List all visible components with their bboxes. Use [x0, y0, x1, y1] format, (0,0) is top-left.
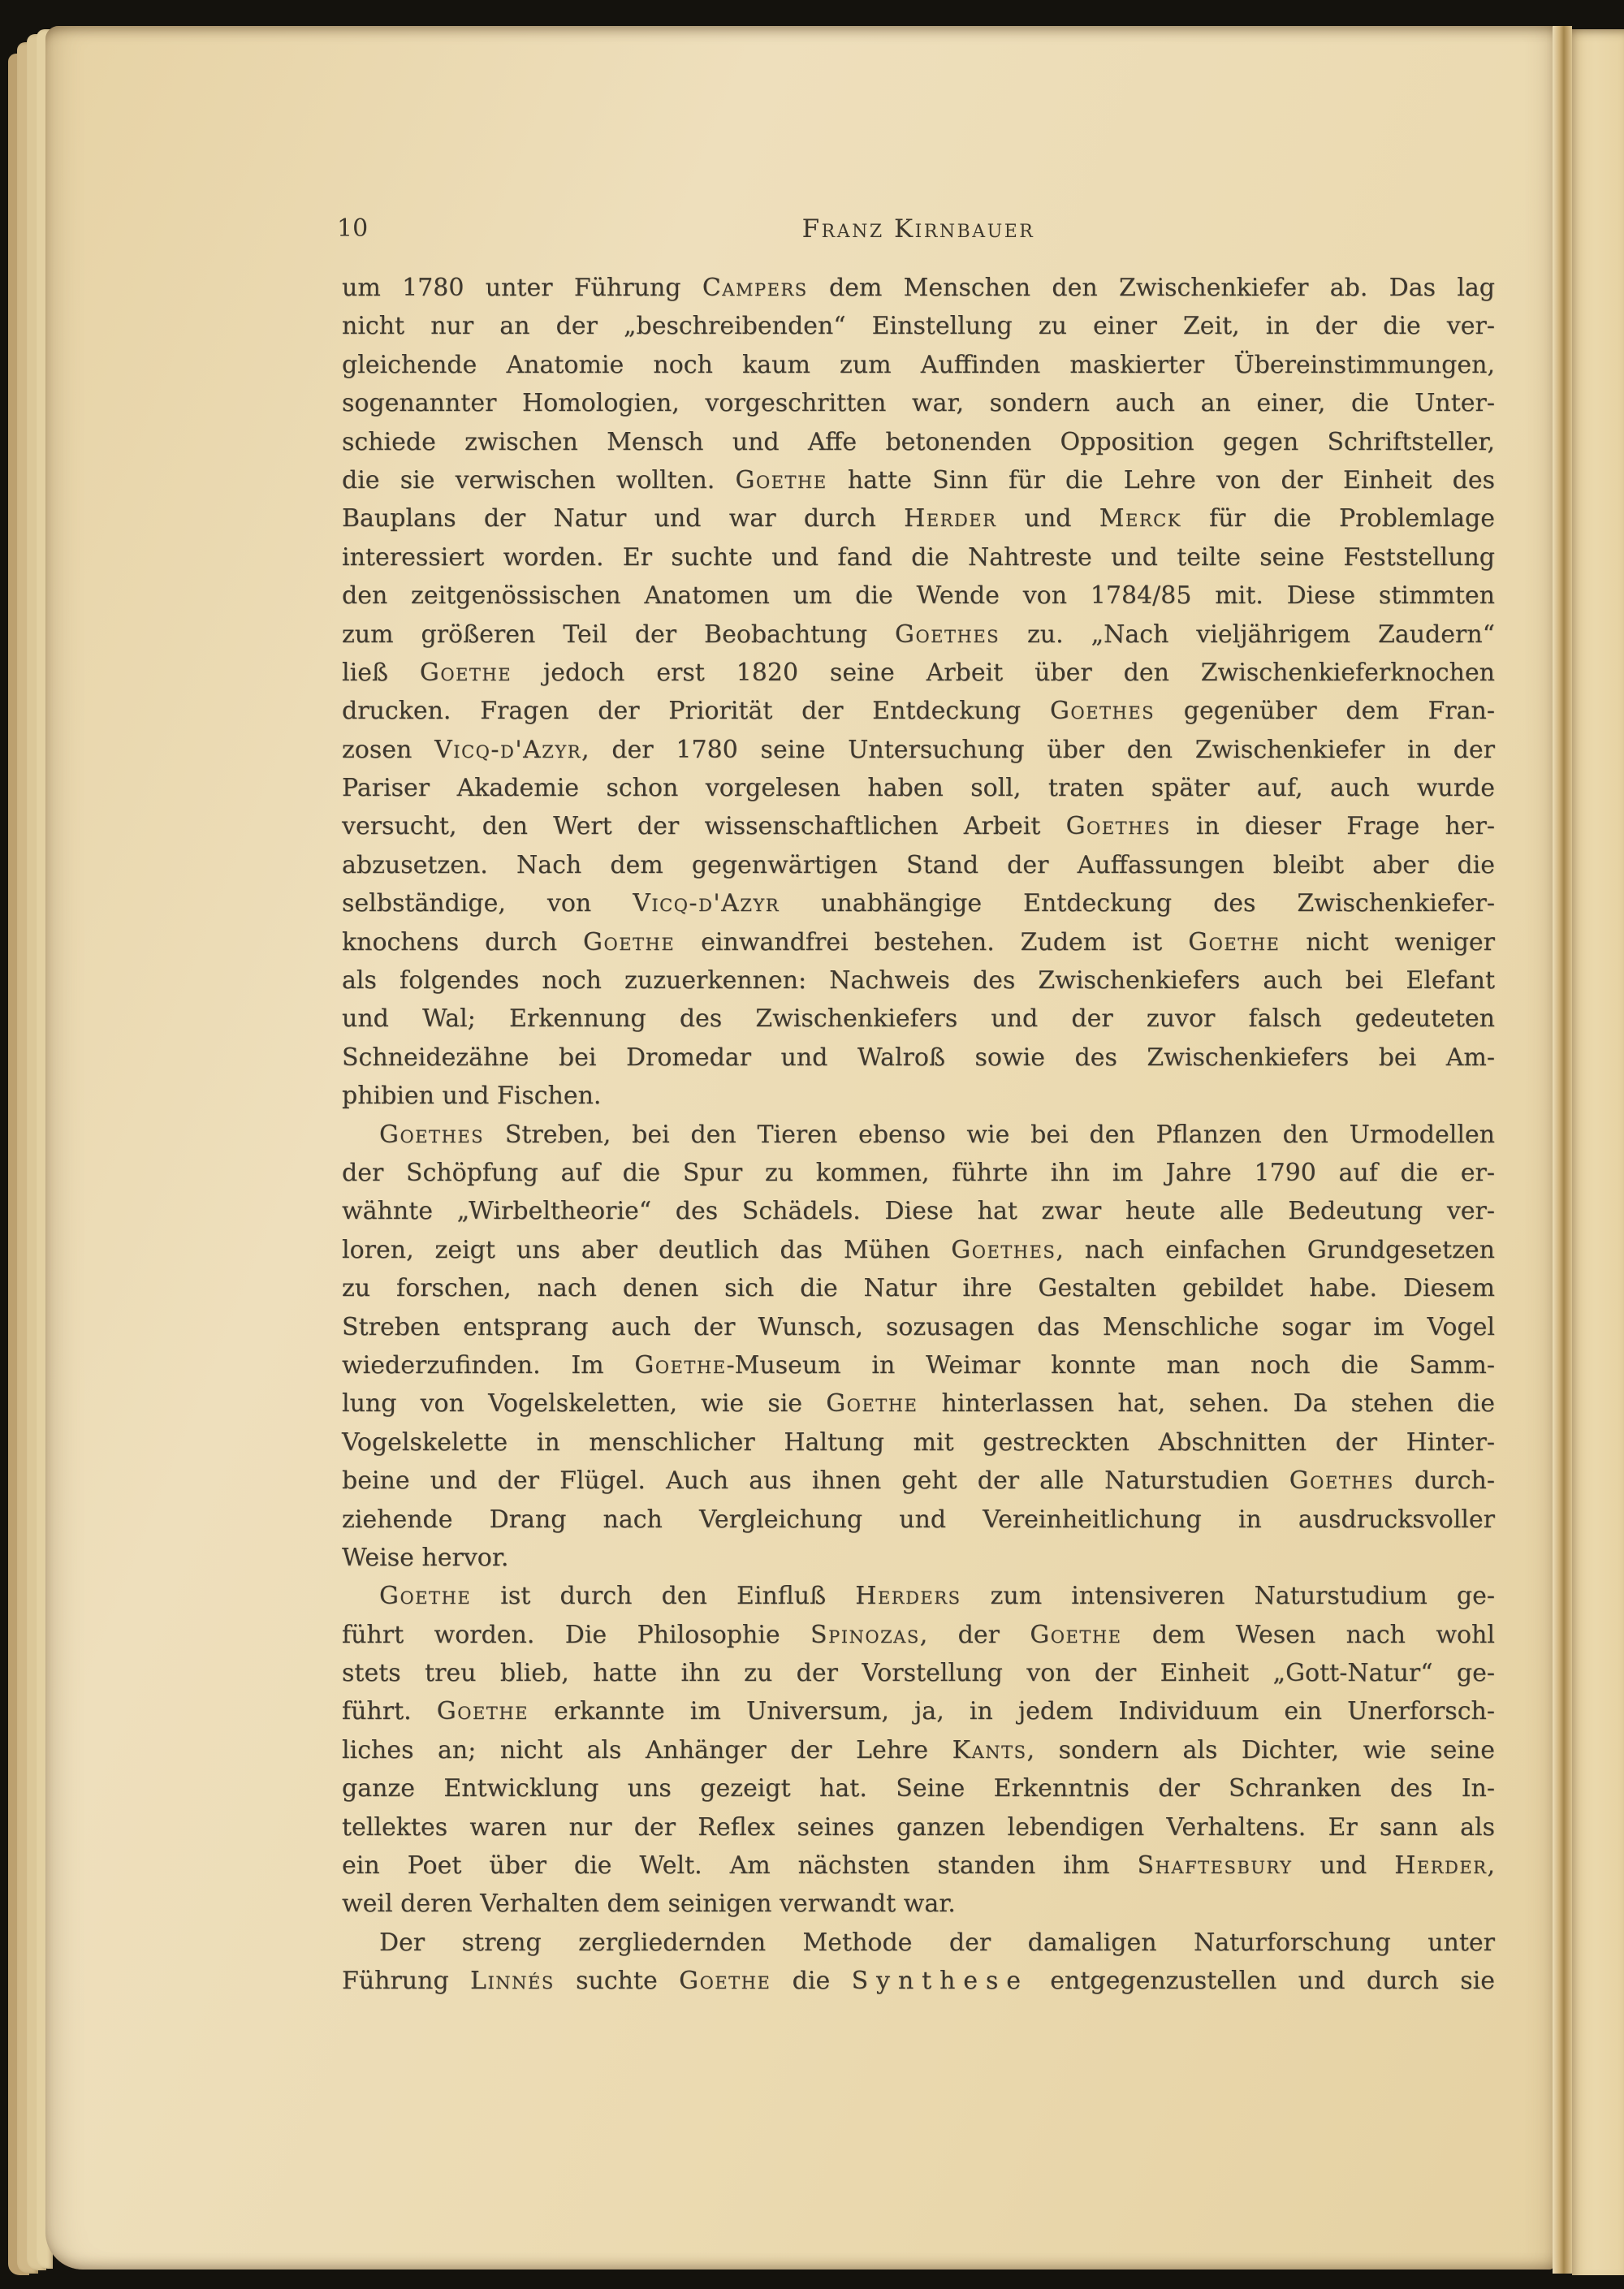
text-line: gleichende Anatomie noch kaum zum Auffinden maskierter Übereinstimmungen, [342, 350, 1495, 379]
small-caps-name: Vicq-d'Azyr [633, 889, 780, 918]
text-line: und Wal; Erkennung des Zwischenkiefers und der zuvor falsch gedeuteten [342, 1004, 1495, 1034]
small-caps-name: Vicq-d'Azyr [434, 735, 582, 764]
small-caps-name: Campers [702, 274, 808, 302]
text-line: wähnte „Wirbeltheorie“ des Schädels. Diese hat zwar heute alle Bedeutung ver- [342, 1197, 1495, 1226]
text-line: Pariser Akademie schon vorgelesen haben soll, traten später auf, auch wurde [342, 774, 1495, 803]
page-number: 10 [337, 214, 369, 243]
book-page [45, 26, 1554, 2270]
text-line: Schneidezähne bei Dromedar und Walroß sowie des Zwischenkiefers bei Am- [342, 1043, 1495, 1072]
small-caps-name: Goethes [951, 1235, 1056, 1264]
gutter-shadow [1553, 26, 1572, 2274]
small-caps-name: Goethes [1065, 812, 1171, 841]
small-caps-name: Goethe [1030, 1620, 1122, 1649]
text-line: phibien und Fischen. [342, 1082, 602, 1111]
text-line: ein Poet über die Welt. Am nächsten standen ihm Shaftesbury und Herder, [342, 1851, 1496, 1881]
text-line: die sie verwischen wollten. Goethe hatte Sinn für die Lehre von der Einheit des [342, 465, 1496, 495]
text-line: um 1780 unter Führung Campers dem Menschen den Zwischenkiefer ab. Das lag [342, 274, 1496, 302]
text-line: weil deren Verhalten dem seinigen verwandt war. [342, 1890, 956, 1919]
text-line: drucken. Fragen der Priorität der Entdeckung Goethes gegenüber dem Fran- [342, 697, 1495, 726]
text-line: Bauplans der Natur und war durch Herder und Merck für die Problemlage [342, 504, 1496, 533]
small-caps-name: Goethe [419, 658, 512, 687]
small-caps-name: Herder [1394, 1851, 1488, 1881]
text-line: ganze Entwicklung uns gezeigt hat. Seine Erkenntnis der Schranken des In- [342, 1774, 1495, 1803]
small-caps-name: Herder [904, 504, 997, 533]
small-caps-name: Goethes [1289, 1466, 1394, 1496]
facing-page-edge [1572, 29, 1624, 2275]
page-body [342, 269, 1495, 2001]
text-line: als folgendes noch zuzuerkennen: Nachweis des Zwischenkiefers auch bei Elefant [342, 966, 1495, 995]
text-line: Weise hervor. [342, 1543, 509, 1572]
text-line: versucht, den Wert der wissenschaftlichen Arbeit Goethes in dieser Frage her- [342, 812, 1496, 841]
text-line: lung von Vogelskeletten, wie sie Goethe hinterlassen hat, sehen. Da stehen die [342, 1389, 1495, 1419]
small-caps-name: Goethe [826, 1389, 918, 1419]
text-line: interessiert worden. Er suchte und fand die Nahtreste und teilte seine Feststellung [342, 542, 1495, 572]
text-line: selbständige, von Vicq-d'Azyr unabhängige Entdeckung des Zwischenkiefer- [342, 889, 1495, 918]
running-head: Franz Kirnbauer [801, 214, 1035, 244]
text-line: abzusetzen. Nach dem gegenwärtigen Stand der Auffassungen bleibt aber die [342, 850, 1495, 879]
text-line: liches an; nicht als Anhänger der Lehre Kants, sondern als Dichter, wie seine [342, 1735, 1495, 1764]
text-line: führt worden. Die Philosophie Spinozas, der Goethe dem Wesen nach wohl [342, 1620, 1495, 1649]
text-line: Der streng zergliedernden Methode der damaligen Naturforschung unter [379, 1928, 1495, 1957]
small-caps-name: Goethe [634, 1350, 727, 1380]
text-line: führt. Goethe erkannte im Universum, ja, in jedem Individuum ein Unerforsch- [342, 1697, 1496, 1726]
text-line: Goethes Streben, bei den Tieren ebenso wie bei den Pflanzen den Urmodellen [379, 1120, 1495, 1149]
small-caps-name: Goethe [679, 1967, 771, 1996]
small-caps-name: Merck [1099, 504, 1181, 533]
small-caps-name: Goethes [894, 620, 1000, 649]
text-line: Goethe ist durch den Einfluß Herders zum intensiveren Naturstudium ge- [379, 1582, 1495, 1611]
small-caps-name: Spinozas [810, 1620, 920, 1649]
text-line: ziehende Drang nach Vergleichung und Vereinheitlichung in ausdrucksvoller [342, 1505, 1495, 1534]
text-line: loren, zeigt uns aber deutlich das Mühen Goethes, nach einfachen Grundgesetzen [342, 1235, 1495, 1264]
text-line: den zeitgenössischen Anatomen um die Wende von 1784/85 mit. Diese stimmten [342, 581, 1495, 611]
small-caps-name: Goethes [379, 1120, 485, 1149]
text-line: zosen Vicq-d'Azyr, der 1780 seine Untersuchung über den Zwischenkiefer in der [342, 735, 1496, 764]
text-line: Streben entsprang auch der Wunsch, sozusagen das Menschliche sogar im Vogel [342, 1312, 1495, 1341]
small-caps-name: Herders [855, 1582, 961, 1611]
text-line: der Schöpfung auf die Spur zu kommen, führte ihn im Jahre 1790 auf die er- [342, 1158, 1495, 1187]
text-line: nicht nur an der „beschreibenden“ Einstellung zu einer Zeit, in der die ver- [342, 312, 1495, 341]
small-caps-name: Goethe [1188, 927, 1281, 957]
letterspaced-word: Synthese [851, 1967, 1029, 1996]
small-caps-name: Goethe [436, 1697, 529, 1726]
text-line: wiederzufinden. Im Goethe-Museum in Weimar konnte man noch die Samm- [342, 1350, 1495, 1380]
text-line: Führung Linnés suchte Goethe die Synthese entgegenzustellen und durch sie [342, 1967, 1495, 1996]
small-caps-name: Goethes [1049, 697, 1155, 726]
text-line: zu forschen, nach denen sich die Natur ihre Gestalten gebildet habe. Diesem [342, 1274, 1495, 1303]
page-header [337, 214, 1495, 248]
small-caps-name: Goethe [735, 465, 827, 495]
text-line: tellektes waren nur der Reflex seines ganzen lebendigen Verhaltens. Er sann als [342, 1812, 1495, 1842]
text-line: stets treu blieb, hatte ihn zu der Vorstellung von der Einheit „Gott-Natur“ ge- [342, 1659, 1495, 1688]
text-line: ließ Goethe jedoch erst 1820 seine Arbeit über den Zwischenkieferknochen [342, 658, 1495, 687]
text-line: knochens durch Goethe einwandfrei bestehen. Zudem ist Goethe nicht weniger [342, 927, 1495, 957]
small-caps-name: Linnés [470, 1967, 555, 1996]
text-line: zum größeren Teil der Beobachtung Goethes zu. „Nach vieljährigem Zaudern“ [342, 620, 1495, 649]
small-caps-name: Kants [952, 1735, 1027, 1764]
text-line: Vogelskelette in menschlicher Haltung mit gestreckten Abschnitten der Hinter- [342, 1427, 1495, 1457]
text-line: beine und der Flügel. Auch aus ihnen geht der alle Naturstudien Goethes durch- [342, 1466, 1495, 1496]
text-line: sogenannter Homologien, vorgeschritten war, sondern auch an einer, die Unter- [342, 389, 1495, 418]
small-caps-name: Goethe [379, 1582, 472, 1611]
small-caps-name: Shaftesbury [1137, 1851, 1293, 1881]
text-line: schiede zwischen Mensch und Affe betonenden Opposition gegen Schriftsteller, [342, 427, 1495, 456]
small-caps-name: Goethe [583, 927, 676, 957]
